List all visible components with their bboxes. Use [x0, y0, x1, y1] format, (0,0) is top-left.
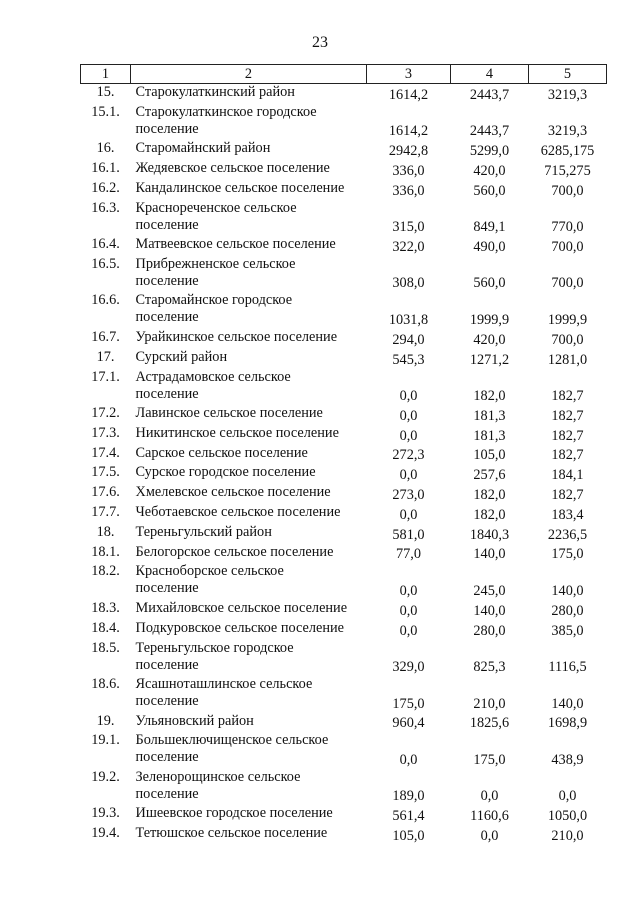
row-name: [131, 405, 367, 425]
row-value-col5: 3219,3: [547, 123, 588, 140]
table-row: [81, 140, 607, 160]
row-name: [131, 769, 367, 806]
table-row: [81, 805, 607, 825]
row-number: 18.2.: [91, 563, 120, 580]
row-value-col5: 700,0: [551, 182, 584, 199]
row-name-line: Подкуровское сельское поселение: [135, 619, 344, 636]
row-value-col5: 210,0: [551, 827, 584, 844]
row-name-line: Сурское городское поселение: [135, 464, 316, 481]
row-value-col3: 545,3: [392, 351, 425, 368]
row-value-col4: 182,0: [473, 388, 506, 405]
row-number: 18.1.: [91, 543, 120, 560]
row-name: [131, 825, 367, 845]
row-name: [131, 292, 367, 329]
row-value-col3: 189,0: [392, 788, 425, 805]
row-name-line: Старомайнский район: [135, 140, 271, 157]
row-number: 19.: [96, 712, 115, 729]
row-value-col3: 0,0: [399, 407, 418, 424]
table-row: [81, 544, 607, 564]
row-number: 16.6.: [91, 292, 120, 309]
row-name: [131, 180, 367, 200]
row-value-col4: 280,0: [473, 622, 506, 639]
row-name-line: Сурский район: [135, 348, 228, 365]
table-row: [81, 236, 607, 256]
row-value-col4: 2443,7: [469, 86, 510, 103]
row-value-col3: 0,0: [399, 467, 418, 484]
row-value-col3: 0,0: [399, 582, 418, 599]
row-value-col3: 308,0: [392, 275, 425, 292]
row-number: 15.1.: [91, 103, 120, 120]
row-value-col5: 183,4: [551, 506, 584, 523]
row-name-line: поселение: [135, 749, 199, 766]
row-number: 19.3.: [91, 805, 120, 822]
row-name: [131, 563, 367, 600]
row-name-line: Хмелевское сельское поселение: [135, 484, 331, 501]
row-number: 16.2.: [91, 179, 120, 196]
page-number: 23: [312, 34, 328, 51]
row-number: 17.6.: [91, 484, 120, 501]
row-number: 16.7.: [91, 328, 120, 345]
row-name: [131, 329, 367, 349]
table-row: [81, 524, 607, 544]
table-row: [81, 620, 607, 640]
row-name-line: поселение: [135, 580, 199, 597]
row-name: [131, 524, 367, 544]
row-name-line: Белогорское сельское поселение: [135, 543, 334, 560]
row-name-line: Старокулаткинское городское: [135, 103, 317, 120]
row-number: 17.4.: [91, 444, 120, 461]
row-name: [131, 160, 367, 180]
row-value-col4: 1840,3: [469, 526, 510, 543]
row-name-line: Краснореченское сельское: [135, 199, 297, 216]
row-value-col4: 105,0: [473, 447, 506, 464]
row-value-col3: 2942,8: [388, 143, 429, 160]
row-value-col4: 175,0: [473, 751, 506, 768]
row-value-col3: 561,4: [392, 808, 425, 825]
row-value-col4: 181,3: [473, 407, 506, 424]
row-value-col3: 273,0: [392, 487, 425, 504]
row-name: [131, 445, 367, 465]
row-value-col5: 700,0: [551, 275, 584, 292]
table-row: [81, 200, 607, 237]
column-header-1: 1: [81, 65, 131, 84]
row-name-line: Тереньгульское городское: [135, 639, 294, 656]
row-name: [131, 200, 367, 237]
row-name: [131, 504, 367, 524]
row-name: [131, 640, 367, 677]
row-value-col3: 1614,2: [388, 123, 429, 140]
row-value-col4: 5299,0: [469, 143, 510, 160]
table-row: [81, 464, 607, 484]
row-value-col5: 140,0: [551, 695, 584, 712]
row-name: [131, 104, 367, 141]
row-number: 19.4.: [91, 825, 120, 842]
table-row: [81, 732, 607, 769]
row-value-col4: 490,0: [473, 238, 506, 255]
row-name: [131, 600, 367, 620]
row-name: [131, 140, 367, 160]
row-value-col3: 105,0: [392, 827, 425, 844]
row-value-col5: 182,7: [551, 447, 584, 464]
row-value-col3: 336,0: [392, 182, 425, 199]
row-name: [131, 236, 367, 256]
row-name-line: Матвеевское сельское поселение: [135, 236, 336, 253]
row-value-col4: 0,0: [480, 827, 499, 844]
table-row: [81, 825, 607, 845]
row-value-col4: 0,0: [480, 788, 499, 805]
row-value-col3: 0,0: [399, 427, 418, 444]
row-value-col5: 280,0: [551, 602, 584, 619]
row-value-col3: 0,0: [399, 506, 418, 523]
row-value-col3: 315,0: [392, 219, 425, 236]
row-value-col3: 1614,2: [388, 86, 429, 103]
row-value-col5: 0,0: [558, 788, 577, 805]
row-value-col5: 182,7: [551, 427, 584, 444]
row-number: 16.: [96, 140, 115, 157]
row-name-line: Большеключищенское сельское: [135, 732, 329, 749]
row-value-col5: 182,7: [551, 487, 584, 504]
row-number: 16.5.: [91, 255, 120, 272]
row-name: [131, 713, 367, 733]
row-name: [131, 349, 367, 369]
row-name-line: Старокулаткинский район: [135, 84, 295, 100]
table-row: [81, 676, 607, 713]
row-name: [131, 425, 367, 445]
row-name-line: Ишеевское городское поселение: [135, 805, 333, 822]
row-name-line: поселение: [135, 385, 199, 402]
row-number: 17.7.: [91, 504, 120, 521]
row-name-line: Ульяновский район: [135, 712, 254, 729]
row-name: [131, 805, 367, 825]
row-value-col4: 210,0: [473, 695, 506, 712]
column-header-3: 3: [367, 65, 451, 84]
row-value-col5: 6285,175: [540, 143, 595, 160]
row-value-col3: 322,0: [392, 238, 425, 255]
table-row: [81, 160, 607, 180]
row-value-col4: 182,0: [473, 487, 506, 504]
table-row: [81, 292, 607, 329]
row-name-line: поселение: [135, 120, 199, 137]
row-value-col5: 438,9: [551, 751, 584, 768]
row-value-col4: 560,0: [473, 275, 506, 292]
row-name-line: Прибрежненское сельское: [135, 255, 296, 272]
row-value-col5: 715,275: [544, 162, 591, 179]
table-row: [81, 84, 607, 104]
row-value-col3: 1031,8: [388, 311, 429, 328]
table-row: [81, 504, 607, 524]
row-value-col5: 1999,9: [547, 311, 588, 328]
row-name-line: Чеботаевское сельское поселение: [135, 504, 341, 521]
row-number: 17.3.: [91, 424, 120, 441]
row-value-col4: 1999,9: [469, 311, 510, 328]
row-value-col4: 140,0: [473, 546, 506, 563]
row-name-line: Сарское сельское поселение: [135, 444, 308, 461]
table-row: [81, 329, 607, 349]
row-name-line: поселение: [135, 656, 199, 673]
row-value-col3: 294,0: [392, 331, 425, 348]
row-value-col3: 175,0: [392, 695, 425, 712]
row-value-col5: 1116,5: [548, 659, 587, 676]
row-value-col4: 181,3: [473, 427, 506, 444]
row-name: [131, 464, 367, 484]
table-row: [81, 369, 607, 406]
table-row: [81, 563, 607, 600]
row-value-col3: 960,4: [392, 715, 425, 732]
row-value-col4: 1825,6: [469, 715, 510, 732]
row-value-col3: 581,0: [392, 526, 425, 543]
row-value-col3: 0,0: [399, 622, 418, 639]
row-value-col4: 140,0: [473, 602, 506, 619]
table-row: [81, 640, 607, 677]
row-number: 18.4.: [91, 619, 120, 636]
row-value-col5: 770,0: [551, 219, 584, 236]
budget-table: [80, 64, 607, 845]
row-value-col4: 420,0: [473, 331, 506, 348]
row-value-col3: 0,0: [399, 751, 418, 768]
table-body: [81, 84, 607, 845]
row-value-col5: 184,1: [551, 467, 584, 484]
row-name-line: Астрадамовское сельское: [135, 368, 291, 385]
row-value-col4: 420,0: [473, 162, 506, 179]
row-value-col3: 0,0: [399, 388, 418, 405]
row-value-col4: 1271,2: [469, 351, 510, 368]
table-row: [81, 484, 607, 504]
row-number: 17.2.: [91, 405, 120, 422]
table-row: [81, 713, 607, 733]
row-value-col5: 2236,5: [547, 526, 588, 543]
row-name-line: Старомайнское городское: [135, 292, 293, 309]
row-name-line: поселение: [135, 216, 199, 233]
column-header-2: 2: [131, 65, 367, 84]
table-row: [81, 180, 607, 200]
row-name-line: Кандалинское сельское поселение: [135, 179, 345, 196]
table-row: [81, 405, 607, 425]
row-number: 18.5.: [91, 639, 120, 656]
row-value-col5: 1050,0: [547, 808, 588, 825]
row-number: 17.5.: [91, 464, 120, 481]
row-number: 16.3.: [91, 199, 120, 216]
row-value-col4: 245,0: [473, 582, 506, 599]
row-number: 17.1.: [91, 368, 120, 385]
row-value-col5: 182,7: [551, 407, 584, 424]
row-value-col3: 336,0: [392, 162, 425, 179]
row-name-line: Тетюшское сельское поселение: [135, 825, 328, 842]
row-name-line: поселение: [135, 785, 199, 802]
row-name: [131, 620, 367, 640]
row-name-line: Урайкинское сельское поселение: [135, 328, 338, 345]
table-row: [81, 600, 607, 620]
row-number: 19.2.: [91, 768, 120, 785]
row-value-col5: 182,7: [551, 388, 584, 405]
row-name-line: поселение: [135, 693, 199, 710]
column-header-5: 5: [529, 65, 607, 84]
row-value-col4: 182,0: [473, 506, 506, 523]
row-number: 19.1.: [91, 732, 120, 749]
row-value-col4: 1160,6: [470, 808, 509, 825]
row-value-col4: 849,1: [473, 219, 506, 236]
row-name: [131, 484, 367, 504]
table-row: [81, 425, 607, 445]
row-value-col5: 385,0: [551, 622, 584, 639]
row-name-line: Жедяевское сельское поселение: [135, 160, 330, 177]
row-number: 18.6.: [91, 676, 120, 693]
row-name-line: Никитинское сельское поселение: [135, 424, 339, 441]
column-header-4: 4: [451, 65, 529, 84]
table-row: [81, 445, 607, 465]
row-number: 17.: [96, 348, 115, 365]
row-value-col5: 3219,3: [547, 86, 588, 103]
table-row: [81, 769, 607, 806]
row-name-line: поселение: [135, 309, 199, 326]
row-name-line: поселение: [135, 272, 199, 289]
row-number: 18.: [96, 523, 115, 540]
row-value-col4: 2443,7: [469, 123, 510, 140]
row-name: [131, 676, 367, 713]
row-value-col5: 1281,0: [547, 351, 588, 368]
row-value-col5: 1698,9: [547, 715, 588, 732]
row-value-col4: 560,0: [473, 182, 506, 199]
row-value-col3: 77,0: [395, 546, 422, 563]
row-value-col5: 700,0: [551, 238, 584, 255]
row-name: [131, 544, 367, 564]
table-row: [81, 349, 607, 369]
row-name-line: Ясашноташлинское сельское: [135, 676, 313, 693]
row-number: 16.1.: [91, 160, 120, 177]
row-value-col3: 329,0: [392, 659, 425, 676]
row-value-col5: 175,0: [551, 546, 584, 563]
row-name-line: Тереньгульский район: [135, 523, 272, 540]
row-name-line: Зеленорощинское сельское: [135, 768, 301, 785]
row-name: [131, 369, 367, 406]
table-row: [81, 104, 607, 141]
row-name: [131, 732, 367, 769]
table-header-row: [81, 65, 607, 84]
row-number: 18.3.: [91, 599, 120, 616]
row-value-col4: 825,3: [473, 659, 506, 676]
row-value-col5: 700,0: [551, 331, 584, 348]
row-value-col4: 257,6: [473, 467, 506, 484]
row-name-line: Красноборское сельское: [135, 563, 284, 580]
row-name-line: Лавинское сельское поселение: [135, 405, 323, 422]
row-value-col5: 140,0: [551, 582, 584, 599]
row-value-col3: 0,0: [399, 602, 418, 619]
row-name: [131, 256, 367, 293]
row-name-line: Михайловское сельское поселение: [135, 599, 348, 616]
row-number: 16.4.: [91, 236, 120, 253]
row-value-col3: 272,3: [392, 447, 425, 464]
row-number: 15.: [96, 84, 115, 100]
row-name: [131, 84, 367, 104]
table-row: [81, 256, 607, 293]
